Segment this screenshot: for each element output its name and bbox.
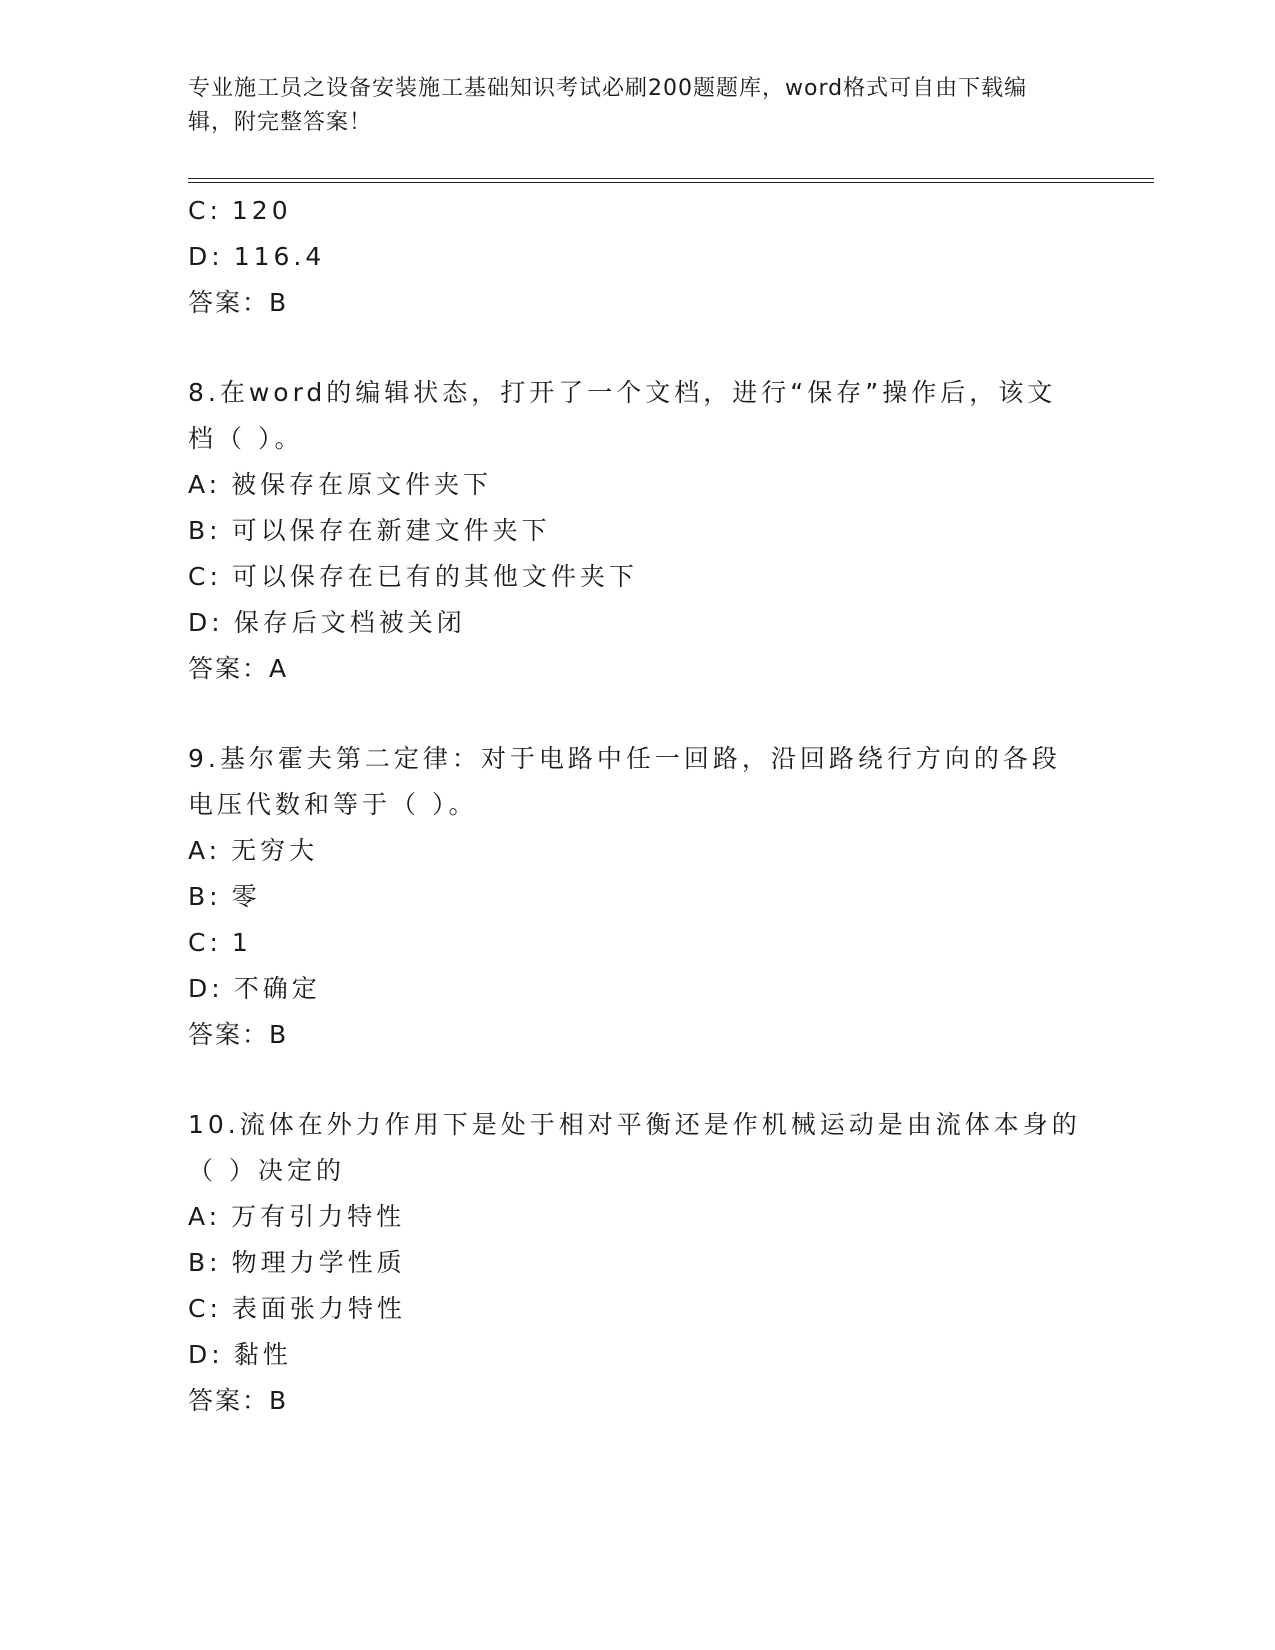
option-c: C: 可以保存在已有的其他文件夹下 [188, 562, 638, 591]
question-stem-cont: 电压代数和等于（ ）。 [188, 790, 478, 819]
option-a: A: 无穷大 [188, 836, 319, 865]
question-10-block [188, 1102, 1088, 1424]
question-8-block [188, 370, 1088, 692]
option-d: D: 保存后文档被关闭 [188, 608, 466, 637]
option-c: C: 1 [188, 928, 252, 957]
question-stem: 10.流体在外力作用下是处于相对平衡还是作机械运动是由流体本身的 [188, 1110, 1081, 1139]
page-header-title: 专业施工员之设备安装施工基础知识考试必刷200题题库，word格式可自由下载编辑，附完整答案！ [188, 76, 1028, 135]
option-b: B: 零 [188, 882, 261, 911]
option-c: C: 表面张力特性 [188, 1294, 406, 1323]
header-double-rule [188, 178, 1154, 183]
question-stem: 8.在word的编辑状态，打开了一个文档，进行“保存”操作后，该文 [188, 378, 1057, 407]
question-7-block [188, 188, 1088, 326]
question-stem-cont: （ ）决定的 [188, 1156, 345, 1185]
answer-line: 答案：B [188, 288, 289, 317]
option-d: D: 黏性 [188, 1340, 292, 1369]
option-a: A: 被保存在原文件夹下 [188, 470, 493, 499]
answer-line: 答案：B [188, 1386, 289, 1415]
option-c: C: 120 [188, 196, 292, 225]
answer-line: 答案：A [188, 654, 289, 683]
option-b: B: 物理力学性质 [188, 1248, 406, 1277]
option-d: D: 116.4 [188, 242, 326, 271]
option-a: A: 万有引力特性 [188, 1202, 406, 1231]
question-stem: 9.基尔霍夫第二定律：对于电路中任一回路，沿回路绕行方向的各段 [188, 744, 1061, 773]
questions-content [188, 188, 1088, 1424]
question-stem-cont: 档（ ）。 [188, 424, 304, 453]
option-d: D: 不确定 [188, 974, 321, 1003]
answer-line: 答案：B [188, 1020, 289, 1049]
option-b: B: 可以保存在新建文件夹下 [188, 516, 551, 545]
question-9-block [188, 736, 1088, 1058]
